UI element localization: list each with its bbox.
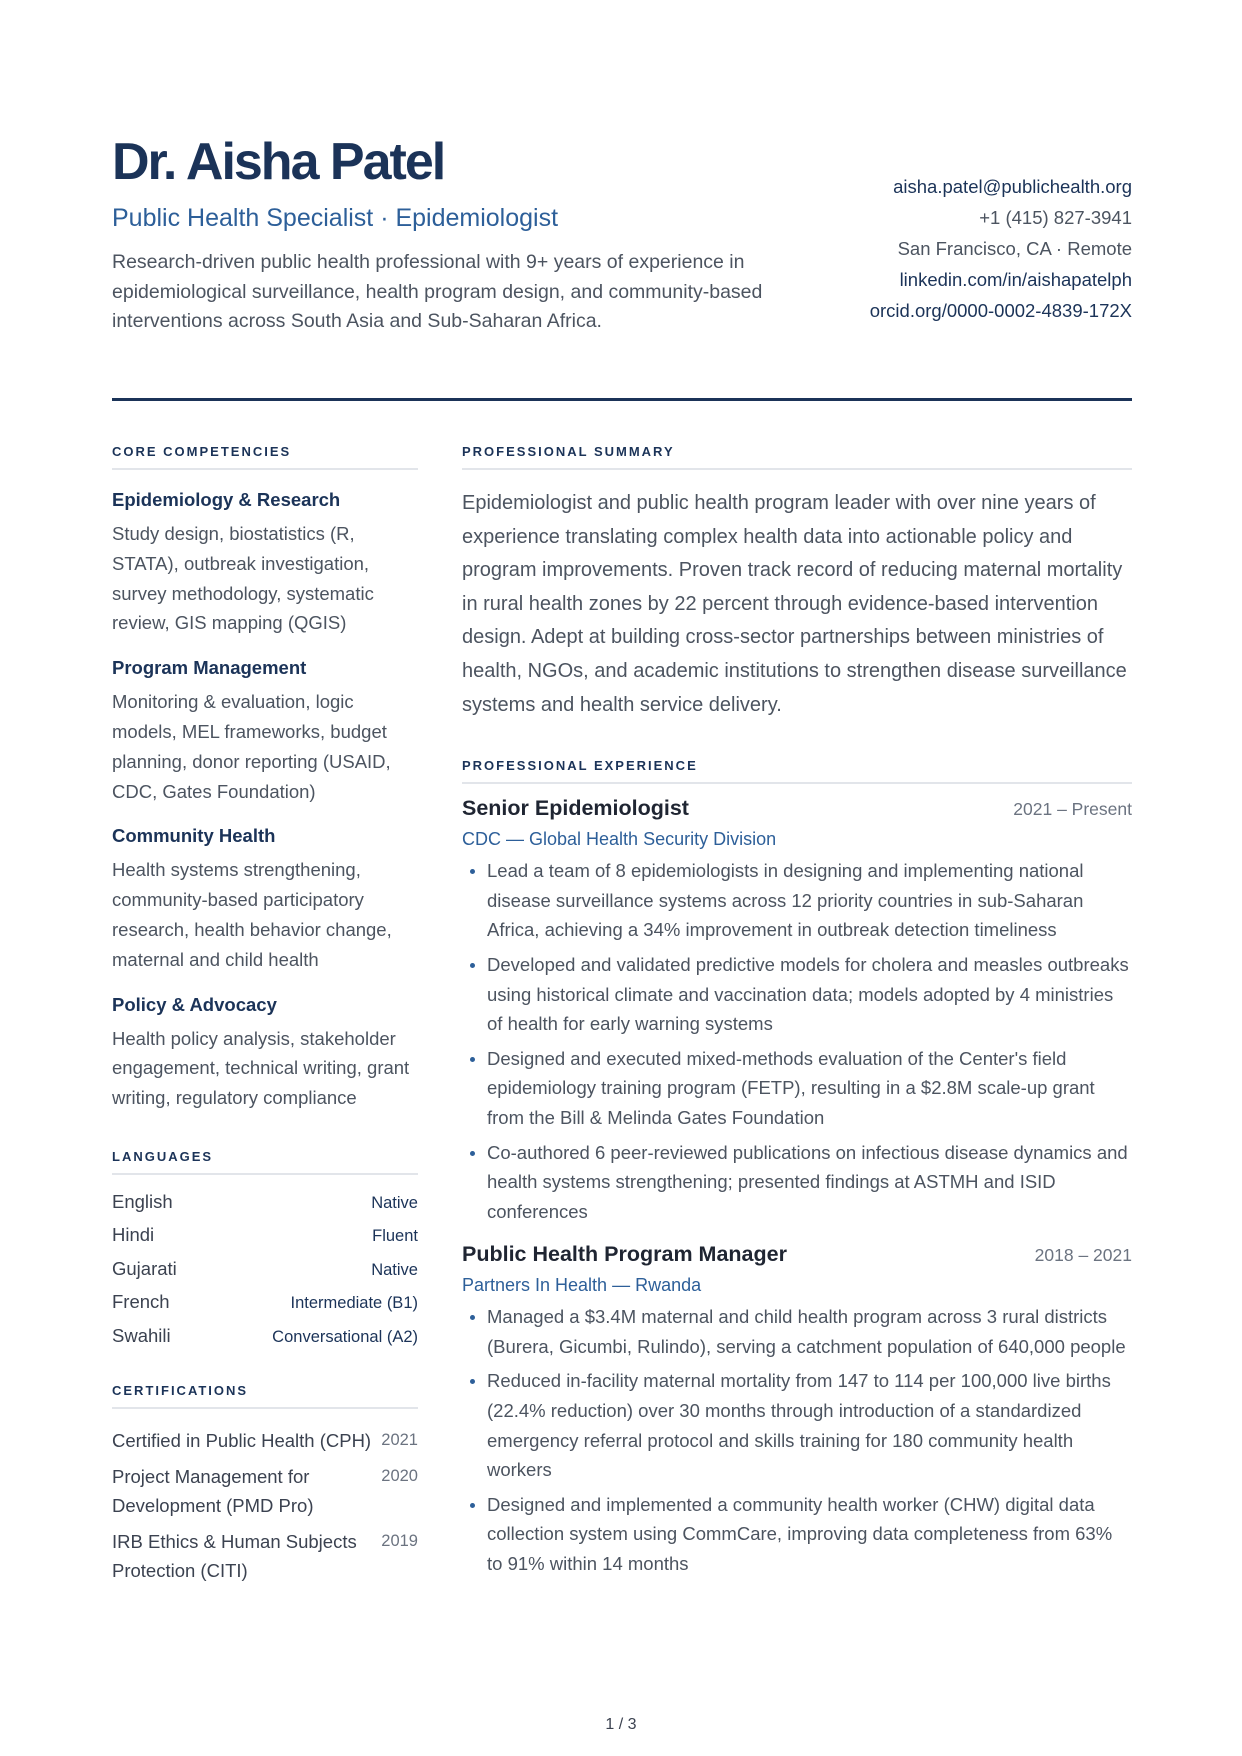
competency-item: [112, 655, 418, 806]
resume-header: [112, 128, 1132, 400]
competency-name: Program Management: [112, 657, 307, 679]
language-level: Fluent: [372, 1227, 418, 1246]
language-row: [112, 1291, 418, 1324]
competency-name: Policy & Advocacy: [112, 993, 277, 1015]
bullet-item: Reduced in-facility maternal mortality from 147 to 114 per 100,000 live births (22.4% reduction) over 30 months through introduction of a standardized emergency referral protocol and skills training for 180 community health workers: [487, 1366, 1132, 1484]
certification-name: IRB Ethics & Human Subjects Protection (CITI): [112, 1531, 357, 1581]
language-row: [112, 1191, 418, 1224]
certification-name: Certified in Public Health (CPH): [112, 1429, 372, 1451]
orcid-link[interactable]: orcid.org/0000-0002-4839-172X: [869, 300, 1132, 321]
competency-desc: Monitoring & evaluation, logic models, MEL frameworks, budget planning, donor reporting (USAID, CDC, Gates Foundation): [112, 691, 391, 802]
competency-desc: Study design, biostatistics (R, STATA), outbreak investigation, survey methodology, systematic review, GIS mapping (QGIS): [112, 523, 374, 634]
language-row: [112, 1224, 418, 1257]
certification-name: Project Management for Development (PMD Pro): [112, 1466, 314, 1516]
certification-year: 2019: [381, 1532, 418, 1551]
language-row: [112, 1325, 418, 1358]
bullet-item: Designed and implemented a community health worker (CHW) digital data collection system using CommCare, improving data completeness from 63% to 91% within 14 months: [487, 1490, 1132, 1579]
competency-desc: Health policy analysis, stakeholder engagement, technical writing, grant writing, regulatory compliance: [112, 1027, 410, 1109]
certifications-list: [112, 1427, 418, 1586]
right-column: [462, 444, 1132, 1584]
certification-row: [112, 1528, 418, 1585]
intro-text: Research-driven public health professional with 9+ years of experience in epidemiological surveillance, health program design, and community-based interventions across South Asia and Sub-Saharan Africa.: [112, 251, 763, 332]
left-column: [112, 444, 418, 1593]
certification-row: [112, 1427, 418, 1456]
job-entry: [462, 1242, 1132, 1578]
location-text: San Francisco, CA · Remote: [897, 238, 1132, 259]
job-organization: Partners In Health — Rwanda: [462, 1275, 702, 1296]
language-level: Intermediate (B1): [290, 1294, 418, 1313]
language-name: Gujarati: [112, 1257, 177, 1279]
competencies-heading: CORE COMPETENCIES: [112, 444, 418, 470]
job-title: Senior Epidemiologist: [462, 796, 689, 821]
job-title: Public Health Program Manager: [462, 1242, 787, 1267]
page-number: 1 / 3: [605, 1716, 637, 1733]
bullet-item: Co-authored 6 peer-reviewed publications on infectious disease dynamics and health systems strengthening; presented findings at ASTMH and ISID conferences: [487, 1138, 1132, 1227]
language-name: French: [112, 1291, 170, 1313]
language-name: Swahili: [112, 1324, 171, 1346]
competency-item: [112, 487, 418, 638]
job-dates: 2021 – Present: [1013, 799, 1132, 820]
competency-item: [112, 823, 418, 974]
linkedin-link[interactable]: linkedin.com/in/aishapatelph: [899, 269, 1132, 290]
contact-block: [870, 171, 1132, 326]
bullet-item: Designed and executed mixed-methods evaluation of the Center's field epidemiology training program (FETP), resulting in a $2.8M scale-up grant from the Bill & Melinda Gates Foundation: [487, 1044, 1132, 1133]
language-level: Native: [371, 1193, 418, 1212]
certification-row: [112, 1463, 418, 1520]
summary-text: Epidemiologist and public health program leader with over nine years of experience translating complex health data into actionable policy and program improvements. Proven track record of reducing maternal mortality in rural health zones by 22 percent through evidence-based intervention design. Adept at building cross-sector partnerships between ministries of health, NGOs, and academic institutions to strengthen disease surveillance systems and health service delivery.: [462, 492, 1127, 716]
competency-item: [112, 992, 418, 1113]
language-name: English: [112, 1190, 173, 1212]
job-bullets: [462, 856, 1132, 1226]
bullet-item: Managed a $3.4M maternal and child health program across 3 rural districts (Burera, Gicumbi, Rulindo), serving a catchment population of 640,000 people: [487, 1302, 1132, 1361]
candidate-title: Public Health Specialist · Epidemiologist: [112, 204, 559, 232]
job-dates: 2018 – 2021: [1034, 1245, 1132, 1266]
summary-heading: PROFESSIONAL SUMMARY: [462, 444, 1132, 470]
language-row: [112, 1258, 418, 1291]
bullet-item: Developed and validated predictive models for cholera and measles outbreaks using historical climate and vaccination data; models adopted by 4 ministries of health for early warning systems: [487, 950, 1132, 1039]
bullet-item: Lead a team of 8 epidemiologists in designing and implementing national disease surveillance systems across 12 priority countries in sub-Saharan Africa, achieving a 34% improvement in outbreak detection timeliness: [487, 856, 1132, 945]
header-divider: [112, 398, 1132, 401]
candidate-name: Dr. Aisha Patel: [112, 133, 445, 191]
competency-name: Community Health: [112, 825, 276, 847]
language-name: Hindi: [112, 1224, 155, 1246]
job-entry: [462, 796, 1132, 1226]
job-organization: CDC — Global Health Security Division: [462, 829, 777, 850]
job-header: [462, 1242, 1132, 1267]
languages-heading: LANGUAGES: [112, 1149, 418, 1175]
language-level: Native: [371, 1260, 418, 1279]
phone-number: +1 (415) 827-3941: [979, 207, 1132, 228]
language-level: Conversational (A2): [272, 1327, 418, 1346]
competency-name: Epidemiology & Research: [112, 489, 341, 510]
certification-year: 2020: [381, 1467, 418, 1486]
competency-desc: Health systems strengthening, community-based participatory research, health behavior change, maternal and child health: [112, 859, 392, 970]
job-header: [462, 796, 1132, 821]
certification-year: 2021: [381, 1430, 418, 1449]
job-bullets: [462, 1302, 1132, 1578]
languages-list: [112, 1191, 418, 1358]
certifications-heading: CERTIFICATIONS: [112, 1383, 418, 1409]
email-link[interactable]: aisha.patel@publichealth.org: [893, 176, 1132, 197]
experience-heading: PROFESSIONAL EXPERIENCE: [462, 758, 1132, 784]
